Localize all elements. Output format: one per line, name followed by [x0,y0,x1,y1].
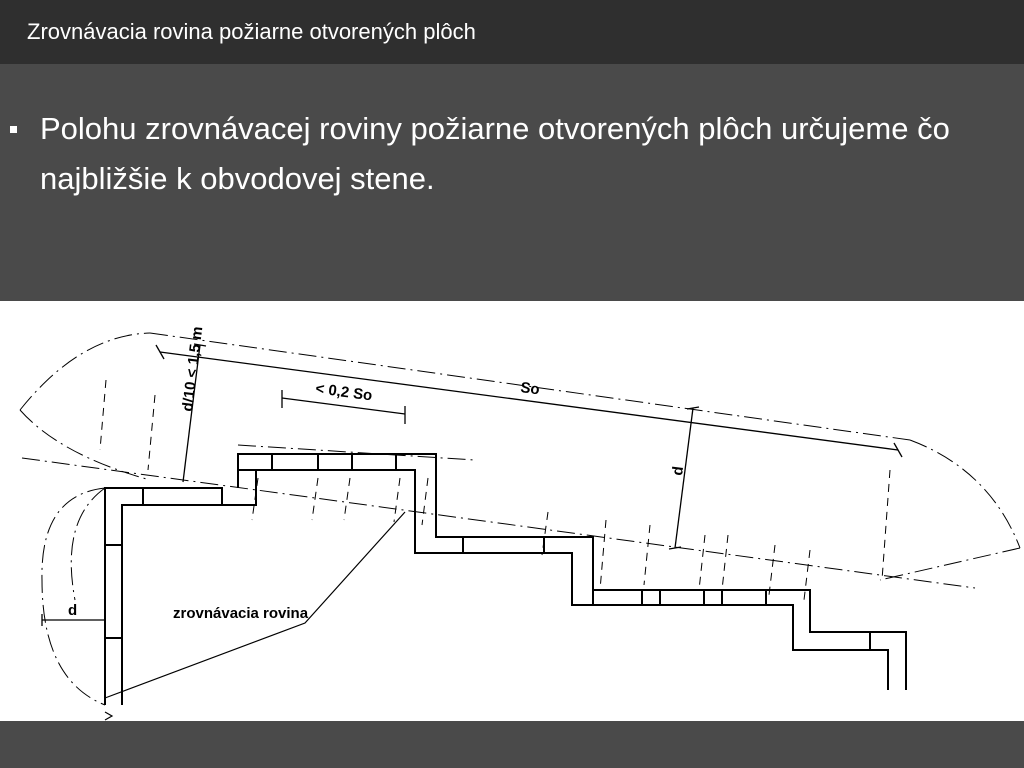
bullet-text: Polohu zrovnávacej roviny požiarne otvorených plôch určujeme čo najbližšie k obvodovej stene. [40,111,950,196]
opening-low-2 [642,590,660,605]
opening-upper-2 [318,454,352,470]
envelope-left-oval [42,488,105,705]
envelope-left-arc [20,410,150,480]
wall-inner [122,454,906,705]
content-area [0,64,1024,301]
diagram-drawing [0,301,1024,721]
envelope-left-oval-inner [71,488,105,600]
diagram-panel [0,301,1024,721]
opening-mid-1 [436,537,463,553]
title-bar [0,0,1024,64]
label-so: So [519,379,541,399]
dimension-lines [42,344,902,626]
label-d10-max: d/10 < 1,5 m [179,325,207,413]
label-02so: < 0,2 So [314,380,374,405]
projection-strokes [100,380,890,600]
dimension-so [160,352,898,450]
opening-left [105,545,122,638]
opening-low-3 [704,590,722,605]
envelope-right-arc [910,440,1020,548]
bottom-bar [0,721,1024,768]
reference-plane-lines [22,445,975,588]
wall-outer [105,470,888,705]
bullet-icon [10,126,17,133]
label-d-right: d [669,465,688,477]
envelope-top-arc [20,333,150,410]
label-reference-plane: zrovnávacia rovina [173,605,309,622]
opening-upper-1 [238,454,272,470]
building-wall [105,454,906,705]
reference-plane-line [22,458,975,588]
top-offset-line [238,445,475,460]
slide-title: Zrovnávacia rovina požiarne otvorených plôch [27,19,476,44]
envelope-bottom-right [880,548,1020,580]
label-d-left: d [68,602,78,619]
dimension-d-right [675,408,693,548]
